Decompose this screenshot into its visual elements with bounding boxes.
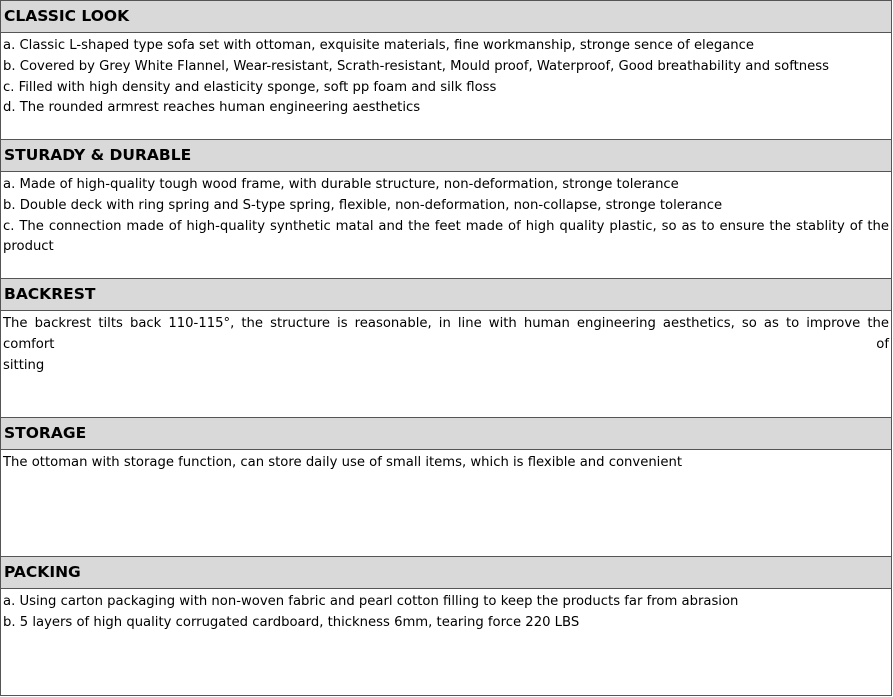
section-backrest (0, 278, 892, 417)
section-storage (0, 417, 892, 556)
feature-line: d. The rounded armrest reaches human engineering aesthetics (3, 100, 421, 116)
feature-line: sitting (3, 357, 45, 373)
feature-line: b. Double deck with ring spring and S-type spring, flexible, non-deformation, non-collapse, stronge tolerance (3, 197, 723, 213)
feature-line: a. Classic L-shaped type sofa set with ottoman, exquisite materials, fine workmanship, stronge sence of elegance (3, 38, 755, 53)
section-title: BACKREST (1, 279, 891, 311)
feature-line: The ottoman with storage function, can store daily use of small items, which is flexible and convenient (3, 455, 682, 470)
section-classic-look (0, 0, 892, 139)
section-body (1, 172, 891, 258)
feature-line: b. 5 layers of high quality corrugated cardboard, thickness 6mm, tearing force 220 LBS (3, 614, 580, 630)
section-body (1, 33, 891, 119)
section-title: STURADY & DURABLE (1, 140, 891, 172)
feature-line: b. Covered by Grey White Flannel, Wear-resistant, Scrath-resistant, Mould proof, Waterproof, Good breathability and softness (3, 58, 830, 74)
feature-line: The backrest tilts back 110-115°, the structure is reasonable, in line with human engineering aesthetics, so as to improve the comfort of (3, 316, 889, 352)
feature-line: a. Using carton packaging with non-woven fabric and pearl cotton filling to keep the products far from abrasion (3, 594, 739, 609)
feature-line: product (3, 239, 54, 255)
section-sturdy-durable (0, 139, 892, 278)
section-packing (0, 556, 892, 696)
section-title: PACKING (1, 557, 891, 589)
section-title: CLASSIC LOOK (1, 1, 891, 33)
section-body (1, 589, 891, 634)
section-body (1, 311, 891, 376)
feature-line: c. Filled with high density and elasticity sponge, soft pp foam and silk floss (3, 79, 497, 95)
section-title: STORAGE (1, 418, 891, 450)
section-body (1, 450, 891, 474)
feature-line: c. The connection made of high-quality synthetic matal and the feet made of high quality plastic, so as to ensure the stablity of the (3, 218, 889, 234)
feature-line: a. Made of high-quality tough wood frame, with durable structure, non-deformation, stronge tolerance (3, 177, 679, 192)
